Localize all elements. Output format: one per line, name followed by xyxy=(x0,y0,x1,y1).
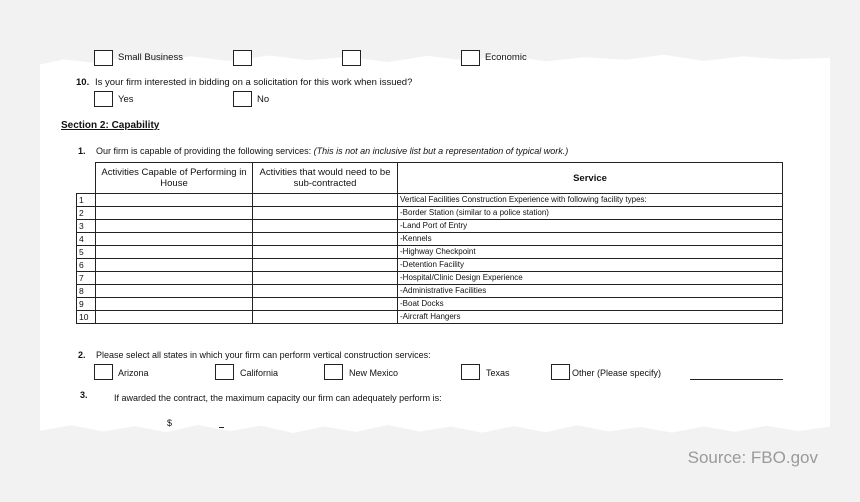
header-in-house: Activities Capable of Performing in House xyxy=(96,163,253,194)
other-checkbox[interactable] xyxy=(551,364,570,380)
table-row xyxy=(77,233,783,246)
q3-text: If awarded the contract, the maximum capacity our firm can adequately perform is: xyxy=(114,393,442,403)
other-label: Other (Please specify) xyxy=(572,368,662,378)
other-specify-field[interactable] xyxy=(690,379,783,380)
row-number: 8 xyxy=(77,285,96,298)
capability-table xyxy=(76,162,783,324)
table-row xyxy=(77,311,783,324)
table-body xyxy=(77,194,783,324)
table-row xyxy=(77,272,783,285)
sub-contracted-cell[interactable] xyxy=(253,220,398,233)
service-cell: -Highway Checkpoint xyxy=(398,246,783,259)
sub-contracted-cell[interactable] xyxy=(253,298,398,311)
sub-contracted-cell[interactable] xyxy=(253,207,398,220)
q2-number: 2. xyxy=(78,350,86,360)
q10-yes-checkbox[interactable] xyxy=(94,91,113,107)
row-number: 3 xyxy=(77,220,96,233)
sub-contracted-cell[interactable] xyxy=(253,285,398,298)
new-mexico-label: New Mexico xyxy=(349,368,399,378)
arizona-label: Arizona xyxy=(118,368,149,378)
source-caption: Source: FBO.gov xyxy=(687,448,818,467)
section-2-title: Section 2: Capability xyxy=(61,120,160,131)
header-sub-contracted: Activities that would need to be sub-contracted xyxy=(253,163,398,194)
table-corner xyxy=(77,163,96,194)
q3-number: 3. xyxy=(80,390,88,400)
row-number: 6 xyxy=(77,259,96,272)
texas-checkbox[interactable] xyxy=(461,364,480,380)
arizona-checkbox[interactable] xyxy=(94,364,113,380)
sub-contracted-cell[interactable] xyxy=(253,246,398,259)
row-number: 1 xyxy=(77,194,96,207)
capacity-field[interactable] xyxy=(219,427,224,428)
service-cell: -Aircraft Hangers xyxy=(398,311,783,324)
row-number: 2 xyxy=(77,207,96,220)
sub-contracted-cell[interactable] xyxy=(253,272,398,285)
q2-text: Please select all states in which your firm can perform vertical construction services: xyxy=(96,350,431,360)
table-row xyxy=(77,259,783,272)
q1-note: (This is not an inclusive list but a representation of typical work.) xyxy=(313,146,569,156)
sub-contracted-cell[interactable] xyxy=(253,233,398,246)
service-cell: Vertical Facilities Construction Experience with following facility types: xyxy=(398,194,783,207)
in-house-cell[interactable] xyxy=(96,259,253,272)
q10-no-label: No xyxy=(257,94,270,105)
table-row xyxy=(77,298,783,311)
row-number: 10 xyxy=(77,311,96,324)
in-house-cell[interactable] xyxy=(96,298,253,311)
in-house-cell[interactable] xyxy=(96,207,253,220)
in-house-cell[interactable] xyxy=(96,194,253,207)
service-cell: -Boat Docks xyxy=(398,298,783,311)
row-number: 5 xyxy=(77,246,96,259)
table-row xyxy=(77,285,783,298)
california-checkbox[interactable] xyxy=(215,364,234,380)
table-row xyxy=(77,194,783,207)
small-business-label: Small Business xyxy=(118,52,183,63)
in-house-cell[interactable] xyxy=(96,311,253,324)
q1-text xyxy=(96,146,568,156)
service-cell: -Detention Facility xyxy=(398,259,783,272)
new-mexico-checkbox[interactable] xyxy=(324,364,343,380)
in-house-cell[interactable] xyxy=(96,285,253,298)
cut-checkbox[interactable] xyxy=(342,50,361,66)
texas-label: Texas xyxy=(486,368,510,378)
sub-contracted-cell[interactable] xyxy=(253,194,398,207)
service-cell: -Border Station (similar to a police station) xyxy=(398,207,783,220)
hubzone-checkbox[interactable] xyxy=(233,50,252,66)
q1-number: 1. xyxy=(78,146,86,156)
q1-text-main: Our firm is capable of providing the following services: xyxy=(96,146,314,156)
row-number: 9 xyxy=(77,298,96,311)
row-number: 4 xyxy=(77,233,96,246)
table-header-row xyxy=(77,163,783,194)
q10-yes-label: Yes xyxy=(118,94,134,105)
q10-text: Is your firm interested in bidding on a solicitation for this work when issued? xyxy=(95,77,413,88)
q10-number: 10. xyxy=(76,77,90,88)
in-house-cell[interactable] xyxy=(96,272,253,285)
q3-currency: $ xyxy=(167,418,173,428)
california-label: California xyxy=(240,368,279,378)
service-cell: -Land Port of Entry xyxy=(398,220,783,233)
sub-contracted-cell[interactable] xyxy=(253,311,398,324)
service-cell: -Hospital/Clinic Design Experience xyxy=(398,272,783,285)
service-cell: -Kennels xyxy=(398,233,783,246)
service-cell: -Administrative Facilities xyxy=(398,285,783,298)
small-business-checkbox[interactable] xyxy=(94,50,113,66)
sub-contracted-cell[interactable] xyxy=(253,259,398,272)
q10-no-checkbox[interactable] xyxy=(233,91,252,107)
header-service: Service xyxy=(398,163,783,194)
economic-label: Economic xyxy=(485,52,527,63)
table-row xyxy=(77,207,783,220)
in-house-cell[interactable] xyxy=(96,220,253,233)
in-house-cell[interactable] xyxy=(96,233,253,246)
table-row xyxy=(77,246,783,259)
economic-checkbox[interactable] xyxy=(461,50,480,66)
in-house-cell[interactable] xyxy=(96,246,253,259)
table-row xyxy=(77,220,783,233)
row-number: 7 xyxy=(77,272,96,285)
